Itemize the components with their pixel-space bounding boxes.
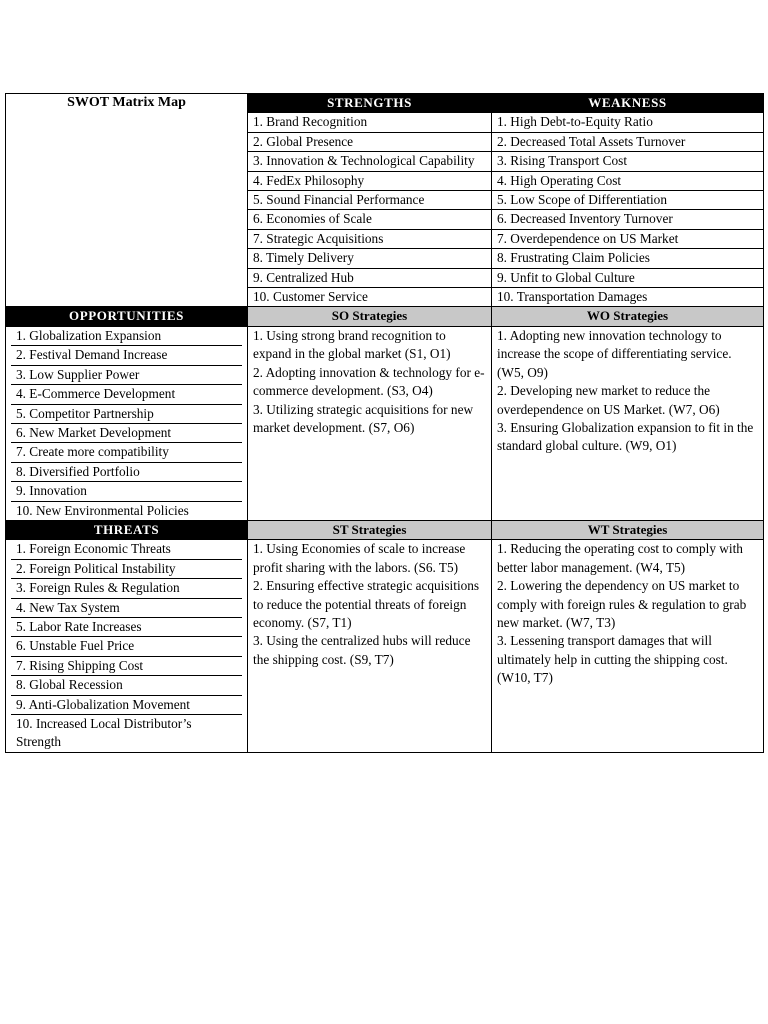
swot-matrix-table [5, 93, 764, 753]
wo-strategy: 3. Ensuring Globalization expansion to fit in the standard global culture. (W9, O1) [497, 419, 754, 454]
strength-item: 5. Sound Financial Performance [248, 191, 492, 210]
so-strategy: 3. Utilizing strategic acquisitions for new market development. (S7, O6) [253, 401, 474, 435]
threat-item: 3. Foreign Rules & Regulation [11, 579, 242, 598]
weakness-header: WEAKNESS [492, 94, 764, 113]
opportunity-item: 8. Diversified Portfolio [11, 463, 242, 482]
st-strategy: 3. Using the centralized hubs will reduce the shipping cost. (S9, T7) [253, 633, 471, 667]
weakness-item: 3. Rising Transport Cost [492, 152, 764, 171]
weakness-item: 2. Decreased Total Assets Turnover [492, 132, 764, 151]
wo-strategy: 1. Adopting new innovation technology to increase the scope of differentiating service. (W5, O9) [497, 327, 732, 380]
strength-item: 4. FedEx Philosophy [248, 171, 492, 190]
opportunity-item: 9. Innovation [11, 482, 242, 501]
so-strategy: 2. Adopting innovation & technology for e-commerce development. (S3, O4) [253, 364, 485, 399]
weakness-item: 9. Unfit to Global Culture [492, 268, 764, 287]
weakness-item: 8. Frustrating Claim Policies [492, 249, 764, 268]
opportunity-item: 4. E-Commerce Development [11, 385, 242, 404]
threat-item: 6. Unstable Fuel Price [11, 637, 242, 656]
wt-strategy: 3. Lessening transport damages that will ultimately help in cutting the shipping cost. (W10, T7) [497, 633, 728, 686]
opportunities-list [6, 326, 248, 520]
wt-strategies-cell [492, 540, 764, 752]
weakness-item: 5. Low Scope of Differentiation [492, 191, 764, 210]
strength-item: 1. Brand Recognition [248, 113, 492, 132]
opportunity-item: 7. Create more compatibility [11, 443, 242, 462]
threat-item: 1. Foreign Economic Threats [11, 540, 242, 559]
weakness-item: 1. High Debt-to-Equity Ratio [492, 113, 764, 132]
strengths-header: STRENGTHS [248, 94, 492, 113]
strength-item: 2. Global Presence [248, 132, 492, 151]
so-strategies-cell [248, 326, 492, 520]
opportunity-item: 10. New Environmental Policies [16, 502, 189, 518]
strength-item: 7. Strategic Acquisitions [248, 229, 492, 248]
st-strategies-header: ST Strategies [248, 520, 492, 539]
strength-item: 6. Economies of Scale [248, 210, 492, 229]
threat-item: 10. Increased Local Distributor’s Strength [16, 716, 192, 750]
weakness-item: 7. Overdependence on US Market [492, 229, 764, 248]
threat-item: 5. Labor Rate Increases [11, 618, 242, 637]
opportunity-item: 1. Globalization Expansion [11, 327, 242, 346]
threats-header: THREATS [6, 520, 248, 539]
strength-item: 8. Timely Delivery [248, 249, 492, 268]
st-strategies-cell [248, 540, 492, 752]
threat-item: 8. Global Recession [11, 676, 242, 695]
opportunity-item: 5. Competitor Partnership [11, 405, 242, 424]
wt-strategies-header: WT Strategies [492, 520, 764, 539]
wo-strategies-cell [492, 326, 764, 520]
threats-list [6, 540, 248, 752]
strength-item: 3. Innovation & Technological Capability [248, 152, 492, 171]
swot-title: SWOT Matrix Map [6, 94, 248, 307]
so-strategy: 1. Using strong brand recognition to expand in the global market (S1, O1) [253, 327, 451, 362]
threat-item: 2. Foreign Political Instability [11, 560, 242, 579]
opportunity-item: 6. New Market Development [11, 424, 242, 443]
wo-strategy: 2. Developing new market to reduce the overdependence on US Market. (W7, O6) [497, 383, 720, 417]
wt-strategy: 1. Reducing the operating cost to comply with better labor management. (W4, T5) [497, 541, 743, 575]
threat-item: 7. Rising Shipping Cost [11, 657, 242, 676]
opportunity-item: 3. Low Supplier Power [11, 366, 242, 385]
threat-item: 9. Anti-Globalization Movement [11, 696, 242, 715]
opportunities-header: OPPORTUNITIES [6, 307, 248, 326]
strength-item: 10. Customer Service [248, 288, 492, 307]
strength-item: 9. Centralized Hub [248, 268, 492, 287]
threat-item: 4. New Tax System [11, 599, 242, 618]
weakness-item: 10. Transportation Damages [492, 288, 764, 307]
opportunity-item: 2. Festival Demand Increase [11, 346, 242, 365]
st-strategy: 1. Using Economies of scale to increase profit sharing with the labors. (S6. T5) [253, 541, 466, 575]
so-strategies-header: SO Strategies [248, 307, 492, 326]
weakness-item: 4. High Operating Cost [492, 171, 764, 190]
wt-strategy: 2. Lowering the dependency on US market to comply with foreign rules & regulation to grab new market. (W7, T3) [497, 578, 747, 630]
weakness-item: 6. Decreased Inventory Turnover [492, 210, 764, 229]
st-strategy: 2. Ensuring effective strategic acquisitions to reduce the potential threats of foreign economy. (S7, T1) [253, 578, 480, 630]
wo-strategies-header: WO Strategies [492, 307, 764, 326]
